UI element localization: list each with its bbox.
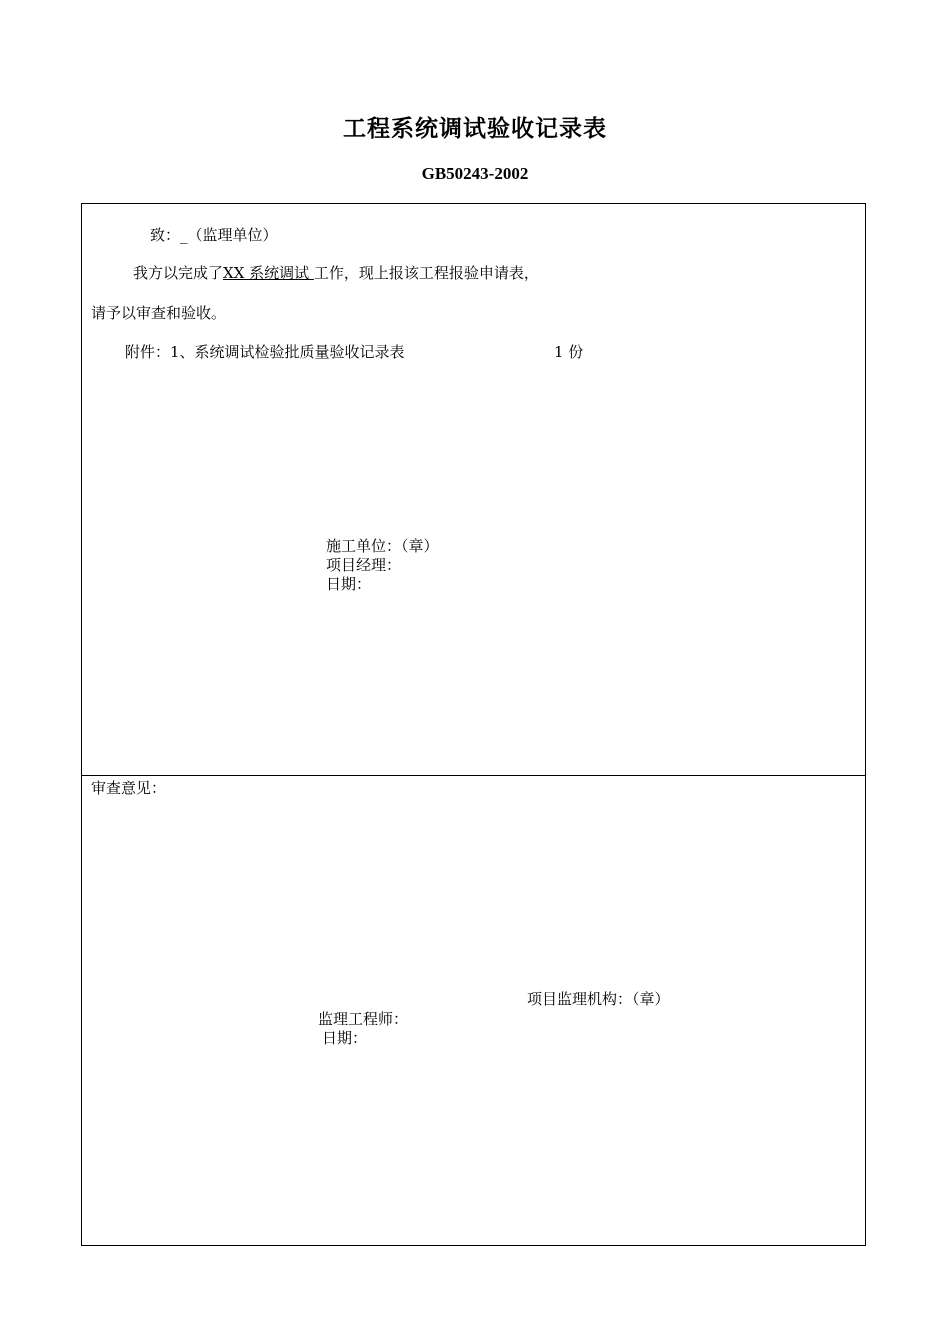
application-section — [82, 204, 865, 776]
standard-code: GB50243-2002 — [421, 164, 529, 183]
review-opinion-label: 审查意见： — [91, 779, 167, 797]
body-line-2: 请予以审查和验收。 — [91, 304, 227, 322]
contractor-unit: 施工单位：（章） — [326, 537, 439, 555]
work-item: XX 系统调试 — [223, 264, 314, 282]
review-section — [82, 776, 865, 1245]
review-date: 日期： — [322, 1029, 368, 1047]
attachment-count: 1 份 — [554, 343, 584, 361]
document-title: 工程系统调试验收记录表 — [343, 116, 607, 142]
supervision-organization: 项目监理机构：（章） — [527, 990, 670, 1008]
project-manager: 项目经理： — [326, 556, 402, 574]
application-date: 日期： — [326, 575, 372, 593]
addressee-line — [150, 226, 278, 245]
addressee-prefix: 致： — [150, 226, 181, 244]
attachment-label: 附件：1、系统调试检验批质量验收记录表 — [125, 343, 405, 361]
body-prefix: 我方以完成了 — [133, 264, 224, 282]
body-line-1 — [133, 264, 539, 283]
acceptance-form — [81, 203, 866, 1246]
addressee-unit: （监理单位） — [187, 226, 278, 244]
supervision-engineer: 监理工程师： — [318, 1010, 409, 1028]
body-suffix: 工作，现上报该工程报验申请表， — [313, 264, 539, 282]
addressee-blank: _ — [180, 226, 188, 244]
